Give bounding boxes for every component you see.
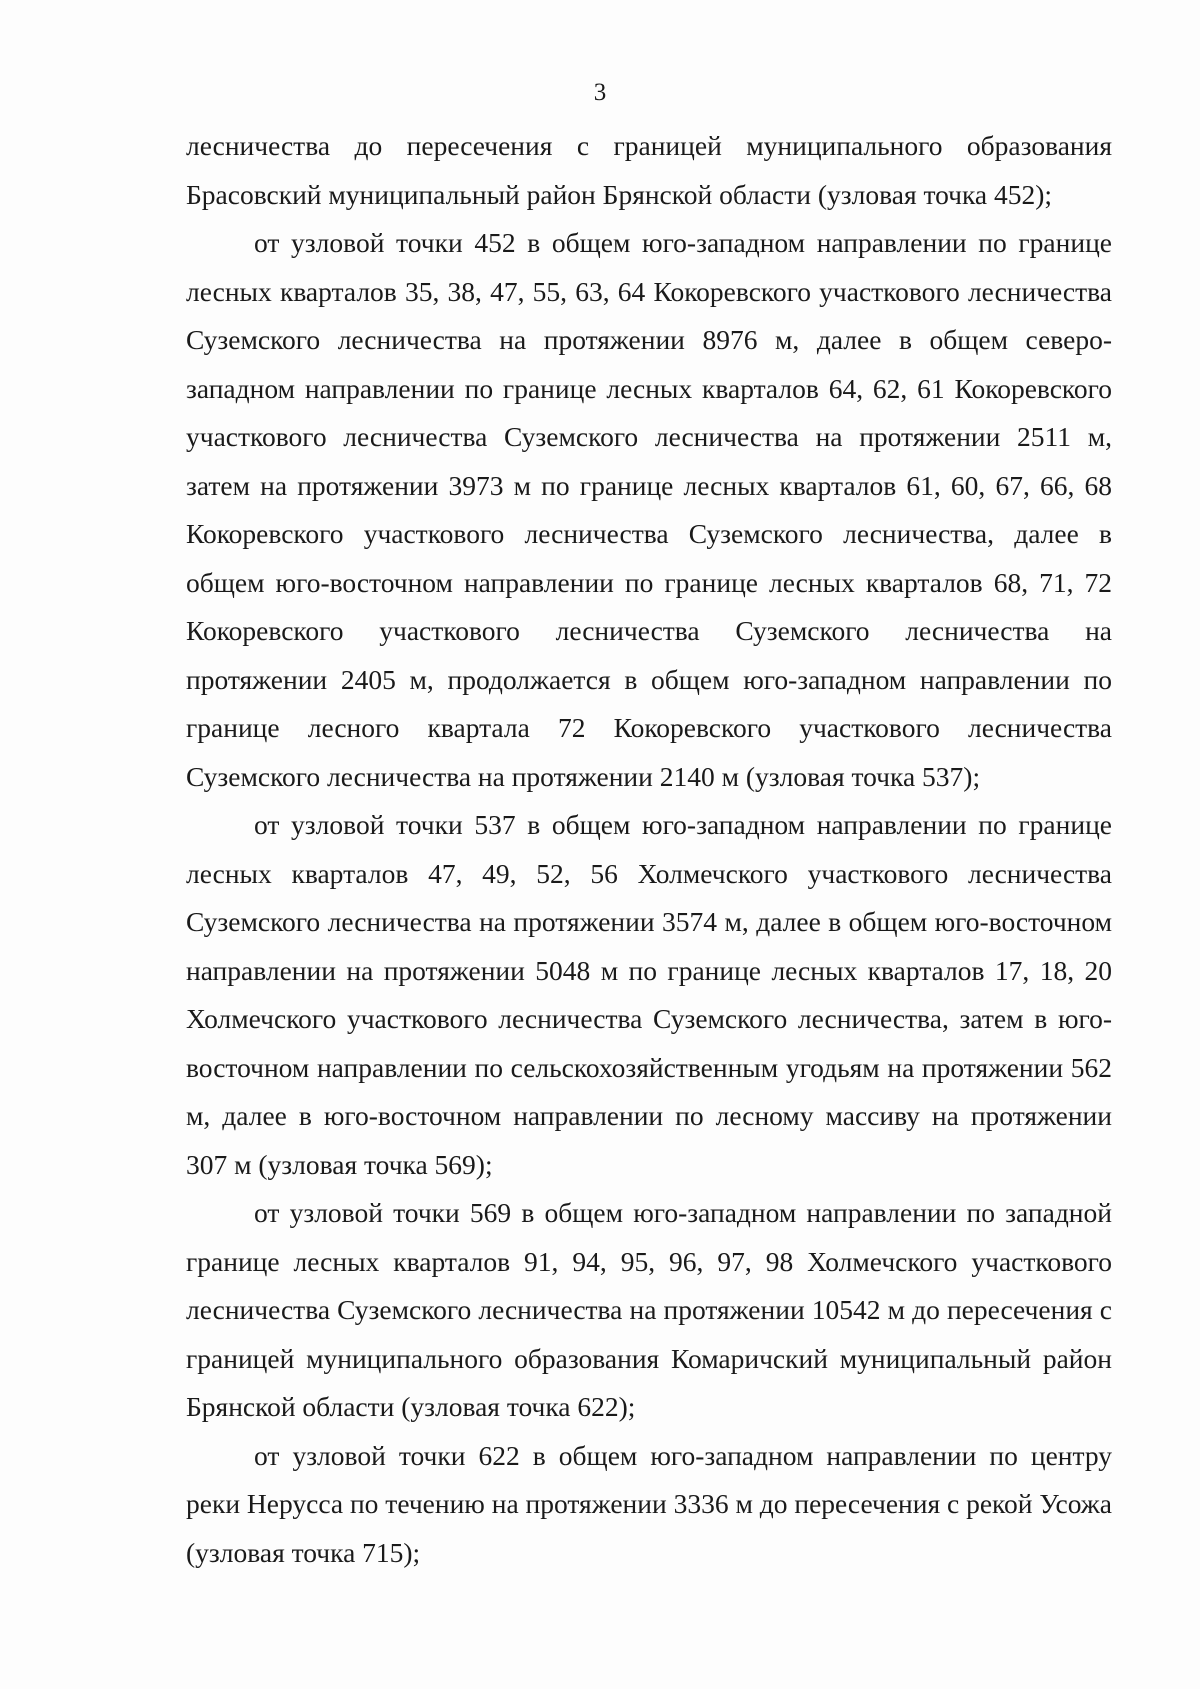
document-body bbox=[186, 122, 1112, 1577]
page-number: 3 bbox=[593, 79, 607, 106]
paragraph-segment-537-569: от узловой точки 537 в общем юго-западном направлении по границе лесных кварталов 47, 49, 52, 56 Холмечского участкового лесничества Суземского лесничества на протяжении 3574 м, далее в общем юго-восточном направлении на протяжении 5048 м по границе лесных кварталов 17, 18, 20 Холмечского участкового лесничества Суземского лесничества, затем в юго-восточном направлении по сельскохозяйственным угодьям на протяжении 562 м, далее в юго-восточном направлении по лесному массиву на протяжении 307 м (узловая точка 569); bbox=[186, 809, 1112, 1180]
paragraph-segment-452-537: от узловой точки 452 в общем юго-западном направлении по границе лесных кварталов 35, 38, 47, 55, 63, 64 Кокоревского участкового лесничества Суземского лесничества на протяжении 8976 м, далее в общем северо-западном направлении по границе лесных кварталов 64, 62, 61 Кокоревского участкового лесничества Суземского лесничества на протяжении 2511 м, затем на протяжении 3973 м по границе лесных кварталов 61, 60, 67, 66, 68 Кокоревского участкового лесничества Суземского лесничества, далее в общем юго-восточном направлении по границе лесных кварталов 68, 71, 72 Кокоревского участкового лесничества Суземского лесничества на протяжении 2405 м, продолжается в общем юго-западном направлении по границе лесного квартала 72 Кокоревского участкового лесничества Суземского лесничества на протяжении 2140 м (узловая точка 537); bbox=[186, 227, 1112, 792]
paragraph-segment-622-715: от узловой точки 622 в общем юго-западном направлении по центру реки Нерусса по течению на протяжении 3336 м до пересечения с рекой Усожа (узловая точка 715); bbox=[186, 1439, 1112, 1568]
paragraph-continuation: лесничества до пересечения с границей муниципального образования Брасовский муниципальный район Брянской области (узловая точка 452); bbox=[186, 130, 1112, 210]
paragraph-segment-569-622: от узловой точки 569 в общем юго-западном направлении по западной границе лесных кварталов 91, 94, 95, 96, 97, 98 Холмечского участкового лесничества Суземского лесничества на протяжении 10542 м до пересечения с границей муниципального образования Комаричский муниципальный район Брянской области (узловая точка 622); bbox=[186, 1197, 1112, 1422]
